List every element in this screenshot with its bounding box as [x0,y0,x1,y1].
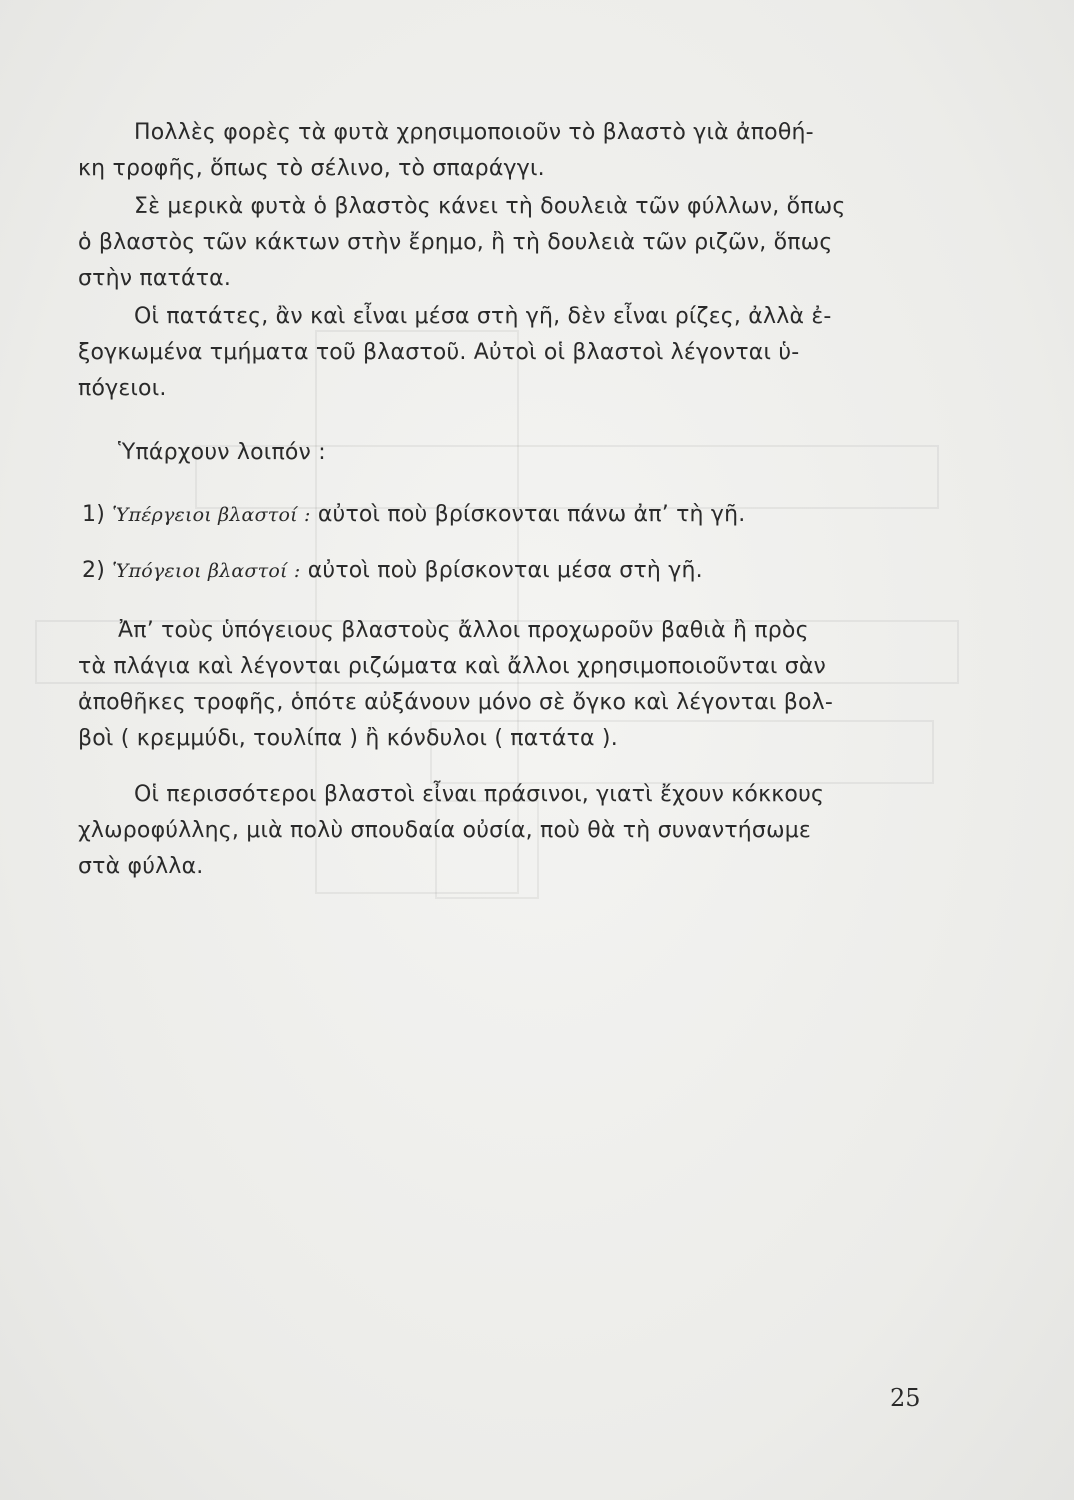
paragraph-5-line-3: ἀποθῆκες τροφῆς, ὁπότε αὐξάνουν μόνο σὲ ὄγκο καὶ λέγονται βολ- [78,690,834,715]
list-item-2-term: Ὑπόγειοι βλαστοί : [112,560,301,582]
page-number: 25 [890,1384,921,1412]
list-item-2-description: αὐτοὶ ποὺ βρίσκονται μέσα στὴ γῆ. [307,558,703,583]
paragraph-3-line-3: πόγειοι. [78,376,167,401]
paragraph-5-line-4: βοὶ ( κρεμμύδι, τουλίπα ) ἢ κόνδυλοι ( πατάτα ). [78,726,618,751]
paragraph-6-line-3: στὰ φύλλα. [78,854,204,879]
paragraph-5-line-2: τὰ πλάγια καὶ λέγονται ριζώματα καὶ ἄλλοι χρησιμοποιοῦνται σὰν [78,654,827,679]
paragraph-3-line-2: ξογκωμένα τμήματα τοῦ βλαστοῦ. Αὐτοὶ οἱ βλαστοὶ λέγονται ὑ- [78,340,800,365]
paragraph-2-line-1: Σὲ μερικὰ φυτὰ ὁ βλαστὸς κάνει τὴ δουλειὰ τῶν φύλλων, ὅπως [134,194,846,219]
paragraph-6-line-2: χλωροφύλλης, μιὰ πολὺ σπουδαία οὐσία, ποὺ θὰ τὴ συναντήσωμε [78,818,811,843]
paragraph-2-line-3: στὴν πατάτα. [78,266,232,291]
list-item-1-description: αὐτοὶ ποὺ βρίσκονται πάνω ἀπ’ τὴ γῆ. [317,502,746,527]
paragraph-5-line-1: Ἀπ’ τοὺς ὑπόγειους βλαστοὺς ἄλλοι προχωροῦν βαθιὰ ἢ πρὸς [118,618,809,643]
paragraph-3-line-1: Οἱ πατάτες, ἂν καὶ εἶναι μέσα στὴ γῆ, δὲν εἶναι ρίζες, ἀλλὰ ἐ- [134,304,832,329]
list-item-1-term: Ὑπέργειοι βλαστοί : [112,504,311,526]
paragraph-2-line-2: ὁ βλαστὸς τῶν κάκτων στὴν ἔρημο, ἢ τὴ δουλειὰ τῶν ριζῶν, ὅπως [78,230,833,255]
paragraph-1-line-2: κη τροφῆς, ὅπως τὸ σέλινο, τὸ σπαράγγι. [78,156,545,181]
paragraph-6-line-1: Οἱ περισσότεροι βλαστοὶ εἶναι πράσινοι, γιατὶ ἔχουν κόκκους [134,782,825,807]
list-item-1 [82,500,745,530]
bleed-through-box [435,800,539,899]
paragraph-1-line-1: Πολλὲς φορὲς τὰ φυτὰ χρησιμοποιοῦν τὸ βλαστὸ γιὰ ἀποθή- [134,120,814,145]
list-item-1-number: 1) [82,502,105,527]
paragraph-4-line-1: Ὑπάρχουν λοιπόν : [118,440,326,465]
list-item-2-number: 2) [82,558,105,583]
list-item-2 [82,556,703,586]
